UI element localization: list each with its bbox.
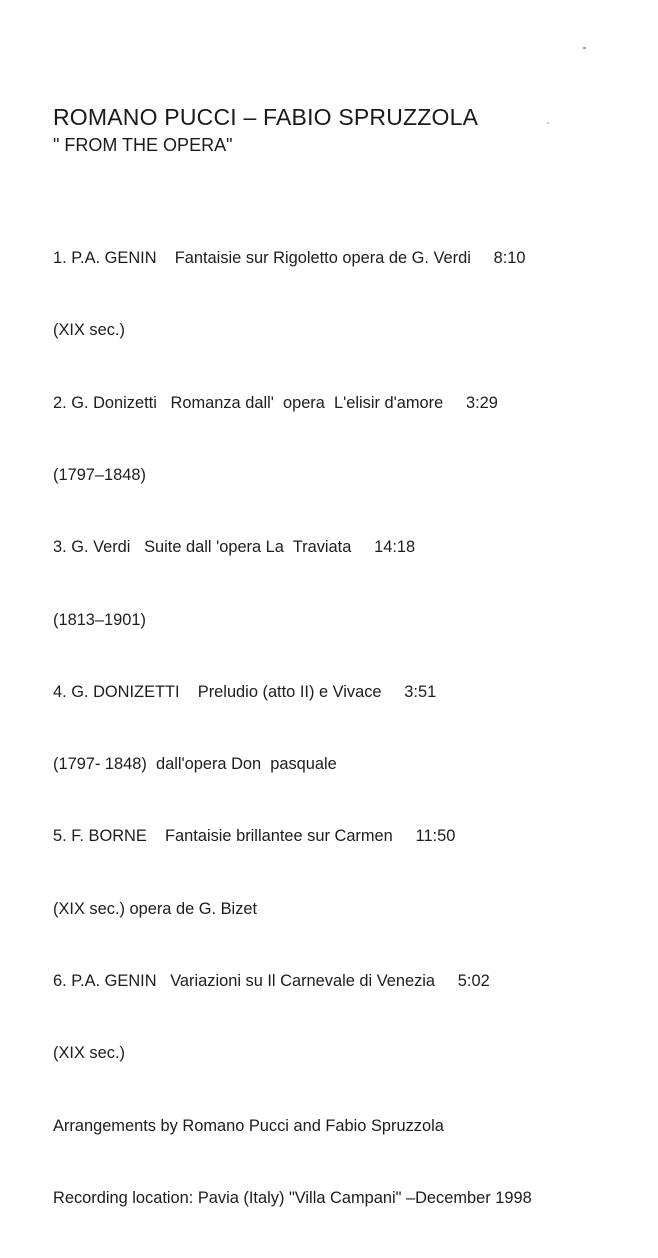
print-speck (583, 47, 586, 49)
album-artists-title: ROMANO PUCCI – FABIO SPRUZZOLA (53, 104, 479, 130)
arrangements-credit: Arrangements by Romano Pucci and Fabio Spruzzola (53, 1116, 444, 1135)
album-subtitle: " FROM THE OPERA" (53, 135, 233, 155)
track-3-line: 3. G. Verdi Suite dall 'opera La Traviata 14:18 (53, 538, 416, 557)
track-2-line: 2. G. Donizetti Romanza dall' opera L'elisir d'amore 3:29 (53, 393, 498, 412)
track-1-composer-dates: (XIX sec.) (53, 321, 125, 340)
track-5-composer-dates: (XIX sec.) opera de G. Bizet (53, 899, 258, 918)
track-6-composer-dates: (XIX sec.) (53, 1044, 125, 1063)
track-2-composer-dates: (1797–1848) (53, 466, 146, 485)
track-4-composer-dates: (1797- 1848) dall'opera Don pasquale (53, 755, 337, 774)
track-3-composer-dates: (1813–1901) (53, 610, 146, 629)
track-5-line: 5. F. BORNE Fantaisie brillantee sur Carmen 11:50 (53, 827, 456, 846)
recording-location-credit: Recording location: Pavia (Italy) "Villa Campani" –December 1998 (53, 1188, 532, 1207)
track-4-line: 4. G. DONIZETTI Preludio (atto II) e Vivace 3:51 (53, 682, 437, 701)
track-6-line: 6. P.A. GENIN Variazioni su Il Carnevale di Venezia 5:02 (53, 972, 490, 990)
print-speck (547, 122, 549, 124)
track-list (53, 198, 532, 1258)
track-1-line: 1. P.A. GENIN Fantaisie sur Rigoletto opera de G. Verdi 8:10 (53, 249, 526, 268)
